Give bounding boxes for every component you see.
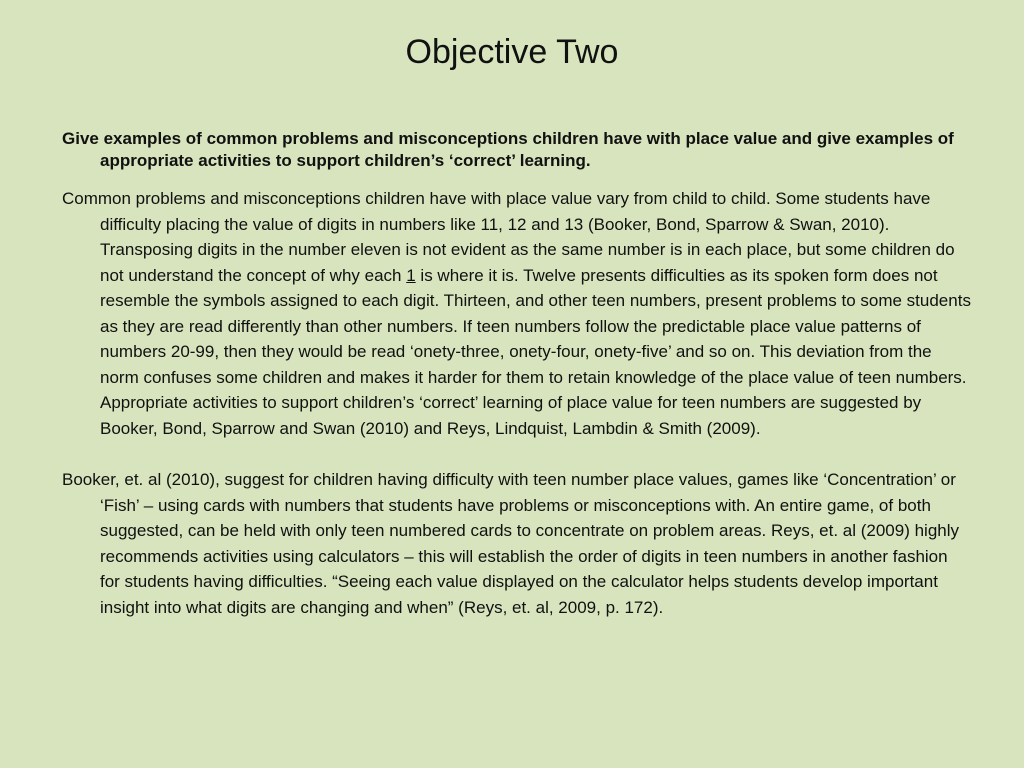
slide-title: Objective Two <box>405 33 619 71</box>
underlined-digit: 1 <box>406 265 416 285</box>
spacer <box>62 441 972 467</box>
paragraph-problems-text-a: Common problems and misconceptions children have with place value vary from child to child. Some students have difficulty placing the value of digits in numbers like 11, 12 and 13 (Booker, Bond, Sparrow & Swan, 2010). Transposing digits in the number eleven is not evident as the same number is in each place, but some children do not understand the concept of why each <box>62 189 955 285</box>
spacer <box>62 172 972 186</box>
paragraph-problems <box>62 186 972 441</box>
objective-heading: Give examples of common problems and misconceptions children have with place value and give examples of appropriate activities to support children’s ‘correct’ learning. <box>62 129 954 170</box>
paragraph-problems-text-b: is where it is. Twelve presents difficulties as its spoken form does not resemble the symbols assigned to each digit. Thirteen, and other teen numbers, present problems to some students as they are read differently than other numbers. If teen numbers follow the predictable place value patterns of numbers 20-99, then they would be read ‘onety-three, onety-four, onety-five’ and so on. This deviation from the norm confuses some children and makes it harder for them to retain knowledge of the place value of teen numbers. Appropriate activities to support children’s ‘correct’ learning of place value for teen numbers are suggested by Booker, Bond, Sparrow and Swan (2010) and Reys, Lindquist, Lambdin & Smith (2009). <box>100 265 971 438</box>
paragraph-activities: Booker, et. al (2010), suggest for children having difficulty with teen number place values, games like ‘Concentration’ or ‘Fish’ – using cards with numbers that students have problems or misconceptions with. An entire game, of both suggested, can be held with only teen numbered cards to concentrate on problem areas. Reys, et. al (2009) highly recommends activities using calculators – this will establish the order of digits in teen numbers in another fashion for students having difficulties. “Seeing each value displayed on the calculator helps students develop important insight into what digits are changing and when” (Reys, et. al, 2009, p. 172). <box>62 470 960 617</box>
slide-body <box>62 128 972 620</box>
